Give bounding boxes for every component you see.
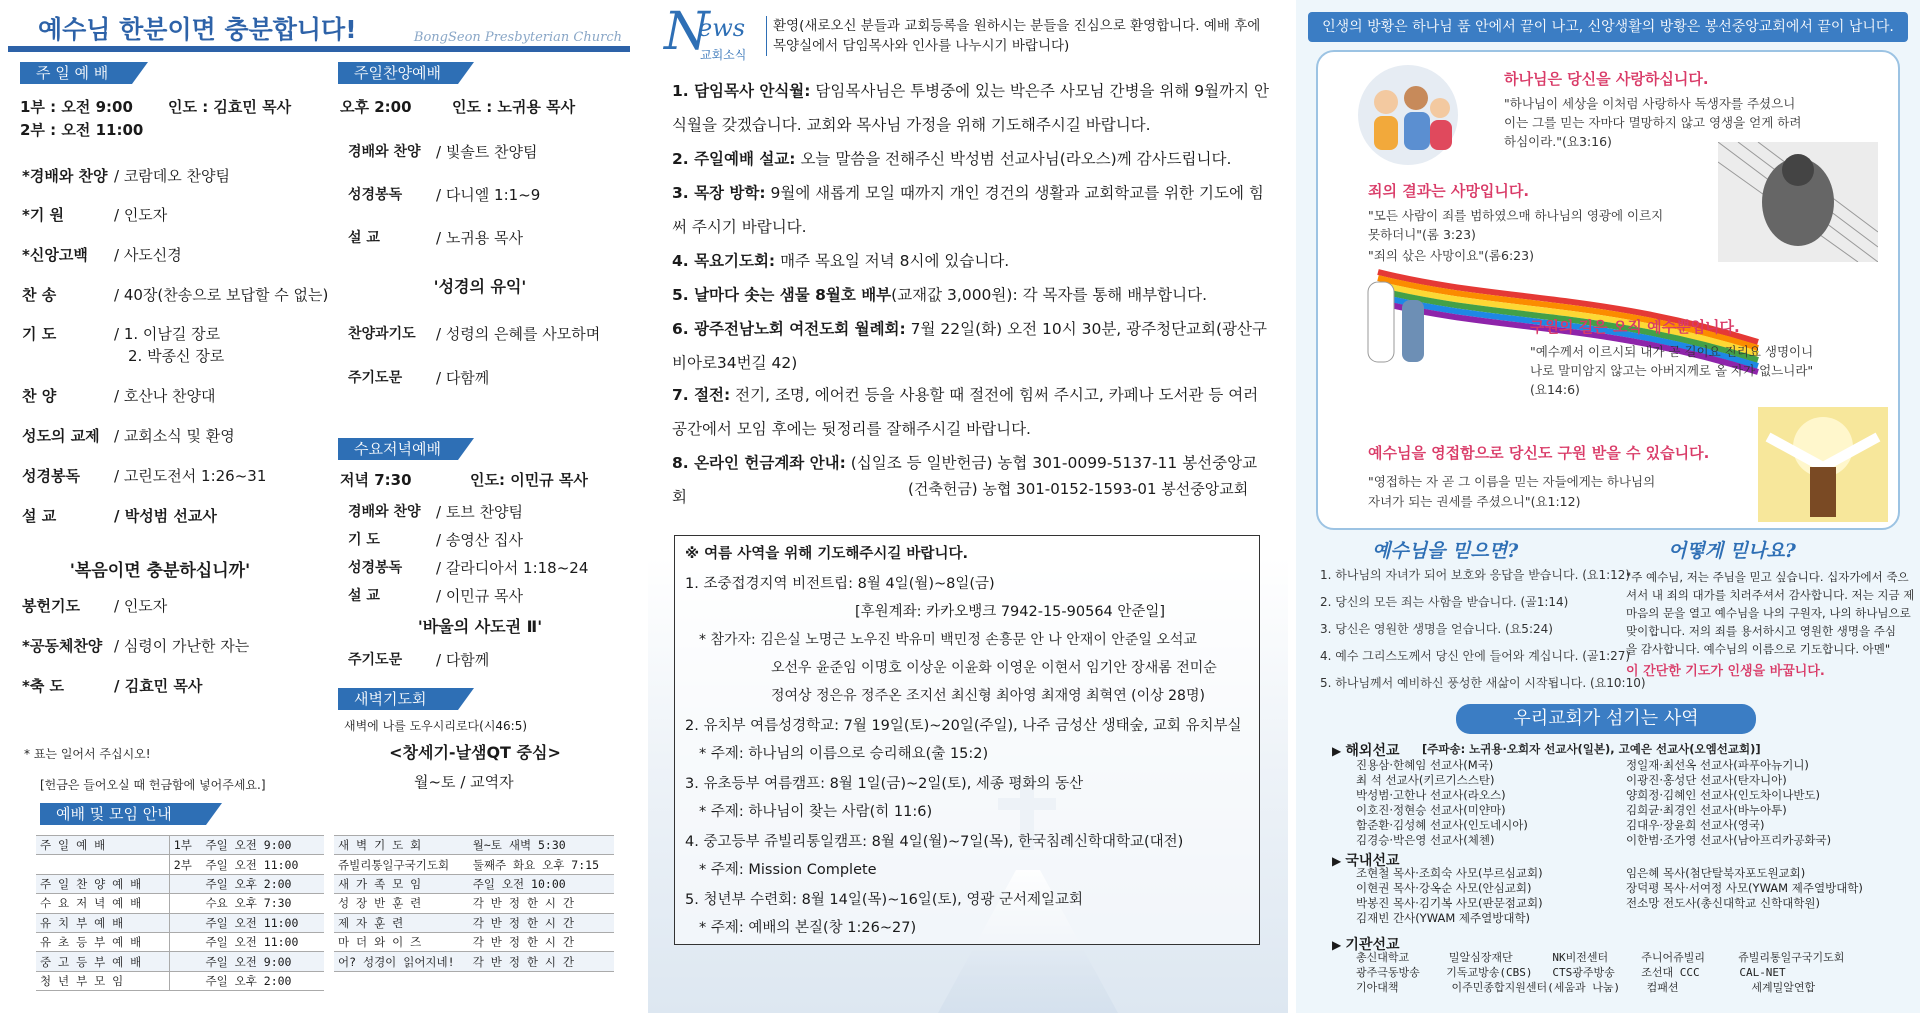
sunday-order-value: 2. 박종신 장로 xyxy=(128,347,225,365)
believe-item: 3. 당신은 영원한 생명을 얻습니다. (요5:24) xyxy=(1320,622,1553,636)
mission-entry: 전소망 전도사(총신대학교 신학대학원) xyxy=(1626,896,1821,910)
domestic-mission-heading: ▶ 국내선교 xyxy=(1332,850,1400,870)
news-logo-sub: 교회소식 xyxy=(700,48,747,62)
worship-order-panel xyxy=(0,0,640,1013)
order-label: 경배와 찬양 xyxy=(348,144,421,160)
schedule-cell: 각 반 정 한 시 간 xyxy=(469,952,614,971)
sunday-order-value: / 고린도전서 1:26~31 xyxy=(114,467,267,485)
schedule-cell: 성 장 반 훈 련 xyxy=(334,894,469,913)
schedule-cell: 주일 오전 11:00 xyxy=(201,932,324,951)
law-4-line-1: "영접하는 자 곧 그 이름을 믿는 자들에게는 하나님의 xyxy=(1368,474,1656,489)
dawn-qt: <창세기-날샘QT 중심> xyxy=(389,743,561,762)
church-english-name: BongSeon Presbyterian Church xyxy=(413,30,622,45)
schedule-cell: 1부 xyxy=(169,836,201,855)
schedule-cell: 주일 오후 2:00 xyxy=(201,971,324,990)
schedule-cell xyxy=(169,913,201,932)
news-item-heading: 3. 목장 방학: xyxy=(672,184,766,202)
law-3-line-3: (요14:6) xyxy=(1530,382,1580,397)
news-item-heading: 7. 절전: xyxy=(672,386,731,404)
overseas-mission-sub: [주파송: 노귀용·오희자 선교사(일본), 고예은 선교사(오엠선교회)] xyxy=(1422,742,1761,756)
schedule-cell: 주일 오전 9:00 xyxy=(201,952,324,971)
afternoon-leader: 인도 : 노귀용 목사 xyxy=(452,98,576,116)
prayer-line-1: 1. 조중접경지역 비전트립: 8월 4일(월)~8일(금) xyxy=(685,576,995,592)
law-3-line-1: "예수께서 이르시되 내가 곧 길이요 진리요 생명이니 xyxy=(1530,344,1814,359)
sunday-order-value: / 호산나 찬양대 xyxy=(114,387,216,405)
schedule-cell: 쥬빌리통일구국기도회 xyxy=(334,855,469,874)
believe-item: 1. 하나님의 자녀가 되어 보호와 응답을 받습니다. (요1:12) xyxy=(1320,568,1631,582)
news-item-8-line2: (건축헌금) 농협 301-0152-1593-01 봉선중앙교회 xyxy=(908,480,1249,498)
news-item-body: 7월 22일(화) 오전 10시 30분, 광주청단교회(광산구 비아로34번길 42) xyxy=(672,320,1267,372)
law-3-line-2: 나로 말미암지 않고는 아버지께로 올 자가 없느니라" xyxy=(1530,363,1814,378)
order-value: / 노귀용 목사 xyxy=(436,229,524,247)
order-value: / 빛솔트 찬양팀 xyxy=(436,143,538,161)
news-item xyxy=(672,244,1272,278)
order-label: 성경봉독 xyxy=(348,560,403,576)
sunday-order-label: *경배와 찬양 xyxy=(22,167,108,185)
order-label: 주기도문 xyxy=(348,370,403,386)
schedule-row xyxy=(36,913,324,932)
sunday-order-label: 기 도 xyxy=(22,325,57,343)
news-item-heading: 8. 온라인 헌금계좌 안내: xyxy=(672,454,846,472)
order-label: 경배와 찬양 xyxy=(348,504,421,520)
offering-note: [헌금은 들어오실 때 헌금함에 넣어주세요.] xyxy=(40,778,266,792)
order-value: / 성령의 은혜를 사모하며 xyxy=(436,325,601,343)
schedule-cell: 수요 오후 7:30 xyxy=(201,894,324,913)
dawn-verse: 새벽에 나를 도우시리로다(시46:5) xyxy=(344,719,528,733)
schedule-row xyxy=(334,932,614,951)
schedule-cell: 제 자 훈 련 xyxy=(334,913,469,932)
welcome-message: 환영(새로오신 분들과 교회등록을 원하시는 분들을 진심으로 환영합니다. 예배 후에 목양실에서 담임목사와 인사를 나누시기 바랍니다) xyxy=(766,16,1276,56)
schedule-row xyxy=(36,874,324,893)
schedule-cell: 새 가 족 모 임 xyxy=(334,874,469,893)
order-value: / 송영산 집사 xyxy=(436,531,524,549)
order-label: 주기도문 xyxy=(348,652,403,668)
sunday-order-label: *신앙고백 xyxy=(22,246,88,264)
schedule-cell: 월~토 새벽 5:30 xyxy=(469,836,614,855)
law-4-line-2: 자녀가 되는 권세를 주셨으니"(요1:12) xyxy=(1368,494,1581,509)
schedule-row xyxy=(334,894,614,913)
news-item-body: 매주 목요일 저녁 8시에 있습니다. xyxy=(775,252,1010,270)
mission-entry: 이광진·홍성단 선교사(탄자니아) xyxy=(1626,773,1787,787)
how-heading: 어떻게 믿나요? xyxy=(1668,540,1796,562)
mission-entry: 진용삼·한혜임 선교사(M국) xyxy=(1356,758,1494,772)
news-item-body: 전기, 조명, 에어컨 등을 사용할 때 절전에 힘써 주시고, 카페나 도서관 등 여러 공간에서 모임 후에는 뒷정리를 잘해주시길 바랍니다. xyxy=(672,386,1259,438)
how-line-1: "주 예수님, 저는 주님을 믿고 싶습니다. 십자가에서 죽으 xyxy=(1626,570,1909,584)
schedule-table-right xyxy=(334,835,614,972)
standing-note: * 표는 일어서 주십시오! xyxy=(24,747,151,761)
order-label: 설 교 xyxy=(348,588,380,604)
news-item xyxy=(672,278,1272,312)
schedule-cell: 2부 xyxy=(169,855,201,874)
law-1-line-2: 이는 그를 믿는 자마다 멸망하지 않고 영생을 얻게 하려 xyxy=(1504,115,1802,130)
schedule-cell: 주일 오전 9:00 xyxy=(201,836,324,855)
schedule-cell xyxy=(36,855,169,874)
news-item xyxy=(672,142,1272,176)
despair-illustration xyxy=(1718,142,1878,262)
news-item-heading: 6. 광주전남노회 여전도회 월례회: xyxy=(672,320,906,338)
law-2-line-3: "죄의 삯은 사망이요"(롬6:23) xyxy=(1368,248,1534,263)
schedule-cell: 주일 오전 11:00 xyxy=(201,855,324,874)
schedule-cell: 주 일 찬 양 예 배 xyxy=(36,874,169,893)
wednesday-sermon-title: '바울의 사도권 Ⅱ' xyxy=(417,617,543,636)
schedule-row xyxy=(36,894,324,913)
summer-prayer-box xyxy=(674,535,1260,945)
schedule-row xyxy=(36,932,324,951)
prayer-line-9: * 주제: 하나님이 찾는 사람(히 11:6) xyxy=(699,804,933,820)
schedule-cell: 유 치 부 예 배 xyxy=(36,913,169,932)
prayer-line-12: 5. 청년부 수련회: 8월 14일(목)~16일(토), 영광 군서제일교회 xyxy=(685,892,1084,908)
sunday-leader: 인도 : 김효민 목사 xyxy=(168,98,292,116)
mission-entry: 이호진·정현승 선교사(미얀마) xyxy=(1356,803,1506,817)
wednesday-time: 저녁 7:30 xyxy=(340,471,412,489)
news-logo-ews: ews xyxy=(698,14,746,42)
schedule-row xyxy=(334,874,614,893)
schedule-cell: 주일 오후 2:00 xyxy=(201,874,324,893)
prayer-line-3: * 참가자: 김은실 노명근 노우진 박유미 백민정 손흥문 안 나 안재이 안준일 오석교 xyxy=(699,632,1197,648)
embrace-illustration xyxy=(1758,407,1888,522)
bulletin-header xyxy=(8,6,630,52)
law-2-line-1: "모든 사람이 죄를 범하였으매 하나님의 영광에 이르지 xyxy=(1368,208,1664,223)
sunday-order-value: / 박성범 선교사 xyxy=(114,507,217,525)
schedule-cell: 주일 오전 10:00 xyxy=(469,874,614,893)
mission-entry: 이한범·조가영 선교사(남아프리카공화국) xyxy=(1626,833,1832,847)
schedule-cell: 청 년 부 모 임 xyxy=(36,971,169,990)
prayer-line-7: * 주제: 하나님의 이름으로 승리해요(출 15:2) xyxy=(699,746,989,762)
schedule-cell: 각 반 정 한 시 간 xyxy=(469,894,614,913)
sunday-worship-header: 주 일 예 배 xyxy=(20,62,132,84)
schedule-cell xyxy=(169,971,201,990)
order-label: 찬양과기도 xyxy=(348,326,416,342)
schedule-cell: 어? 성경이 읽어지네! xyxy=(334,952,469,971)
schedule-cell: 유 초 등 부 예 배 xyxy=(36,932,169,951)
sunday-order-label: 찬 양 xyxy=(22,387,57,405)
schedule-cell: 마 더 와 이 즈 xyxy=(334,932,469,951)
prayer-line-6: 2. 유치부 여름성경학교: 7월 19일(토)~20일(주일), 나주 금성산 생태숲, 교회 유치부실 xyxy=(685,718,1242,734)
dawn-schedule: 월~토 / 교역자 xyxy=(414,773,514,791)
sunday-order-label: *축 도 xyxy=(22,677,65,695)
news-item-heading: 4. 목요기도회: xyxy=(672,252,776,270)
mission-entry: 최 석 선교사(키르기스스탄) xyxy=(1356,773,1495,787)
news-item-body: (교재값 3,000원): 각 목자를 통해 배부합니다. xyxy=(891,286,1208,304)
church-banner: 인생의 방황은 하나님 품 안에서 끝이 나고, 신앙생활의 방황은 봉선중앙교회에서 끝이 납니다. xyxy=(1308,12,1908,42)
news-item-heading: 2. 주일예배 설교: xyxy=(672,150,796,168)
law-1-heading: 하나님은 당신을 사랑하십니다. xyxy=(1504,70,1709,88)
mission-entry: 기아대책 이주민종합지원센터(세움과 나눔) 컴패션 세계밀알연합 xyxy=(1356,981,1816,994)
sunday-order-value: / 1. 이남길 장로 xyxy=(114,325,221,343)
mission-entry: 이현권 목사·강옥순 사모(안심교회) xyxy=(1356,881,1532,895)
mission-entry: 임은혜 목사(첨단탈북자포도원교회) xyxy=(1626,866,1806,880)
schedule-cell: 중 고 등 부 예 배 xyxy=(36,952,169,971)
schedule-row xyxy=(36,952,324,971)
news-logo-n: N xyxy=(664,2,710,62)
mission-entry: 김대우·장윤희 선교사(영국) xyxy=(1626,818,1765,832)
mission-entry: 정일재·최선옥 선교사(파푸아뉴기니) xyxy=(1626,758,1809,772)
news-item-heading: 5. 날마다 솟는 샘물 8월호 배부 xyxy=(672,286,892,304)
news-item-body: 오늘 말씀을 전해주신 박성범 선교사님(라오스)께 감사드립니다. xyxy=(795,150,1232,168)
order-label: 성경봉독 xyxy=(348,187,403,203)
sunday-order-label: 성경봉독 xyxy=(22,467,80,485)
order-value: / 이민규 목사 xyxy=(436,587,524,605)
mission-entry: 김경승·박은영 선교사(체첸) xyxy=(1356,833,1495,847)
mission-entry: 양희정·김혜인 선교사(인도차이나반도) xyxy=(1626,788,1821,802)
news-item-body: 9월에 새롭게 모일 때까지 개인 경건의 생활과 교회학교를 위한 기도에 힘써 주시기 바랍니다. xyxy=(672,184,1264,236)
prayer-line-5: 정여상 정은유 정주온 조지선 최신형 최아영 최재영 최혁연 (이상 28명) xyxy=(771,688,1205,704)
sunday-order-value: / 사도신경 xyxy=(114,246,182,264)
sunday-order-value: / 인도자 xyxy=(114,597,168,615)
mission-entry: 김재빈 간사(YWAM 제주열방대학) xyxy=(1356,911,1531,925)
dawn-prayer-header: 새벽기도회 xyxy=(338,688,458,710)
schedule-row xyxy=(334,913,614,932)
schedule-cell xyxy=(169,874,201,893)
schedule-row xyxy=(334,836,614,855)
four-laws-box xyxy=(1316,50,1900,530)
schedule-cell xyxy=(169,952,201,971)
prayer-title: ※ 여름 사역을 위해 기도해주시길 바랍니다. xyxy=(685,546,968,562)
schedule-cell: 수 요 저 녁 예 배 xyxy=(36,894,169,913)
afternoon-sermon-title: '성경의 유익' xyxy=(433,277,527,296)
prayer-line-4: 오선우 윤준임 이명호 이상운 이윤화 이영운 이현서 임기안 장새롬 전미순 xyxy=(771,660,1217,676)
sunday-order-value: / 김효민 목사 xyxy=(114,677,203,695)
order-value: / 토브 찬양팀 xyxy=(436,503,524,521)
overseas-mission-heading: ▶ 해외선교 xyxy=(1332,740,1400,760)
mission-entry: 총신대학교 밀알심장재단 NK비전센터 주니어쥬빌리 쥬빌리통일구국기도회 xyxy=(1356,951,1845,964)
mission-entry: 김희균·최경인 선교사(바누아투) xyxy=(1626,803,1787,817)
sunday-order-value: / 교회소식 및 환영 xyxy=(114,427,235,445)
sunday-order-label: 봉헌기도 xyxy=(22,597,80,615)
news-item xyxy=(672,312,1272,380)
how-footer: 이 간단한 기도가 인생을 바꿉니다. xyxy=(1626,664,1825,679)
believe-heading: 예수님을 믿으면? xyxy=(1372,540,1519,562)
order-value: / 다함께 xyxy=(436,369,490,387)
schedule-cell: 각 반 정 한 시 간 xyxy=(469,932,614,951)
schedule-cell: 주일 오전 11:00 xyxy=(201,913,324,932)
order-value: / 다니엘 1:1~9 xyxy=(436,186,541,204)
gospel-panel xyxy=(1296,0,1920,1013)
order-label: 설 교 xyxy=(348,230,380,246)
news-logo xyxy=(664,2,760,68)
sunday-order-value: / 코람데오 찬양팀 xyxy=(114,167,231,185)
schedule-cell: 주 일 예 배 xyxy=(36,836,169,855)
mission-entry: 박성범·고한나 선교사(라오스) xyxy=(1356,788,1506,802)
how-line-2: 셔서 내 죄의 대가를 치러주셔서 감사합니다. 저는 지금 제 xyxy=(1626,588,1915,602)
family-illustration xyxy=(1348,60,1468,170)
mission-entry: 광주극동방송 기독교방송(CBS) CTS광주방송 조선대 CCC CAL-NET xyxy=(1356,966,1786,979)
bulletin-title: 예수님 한분이면 충분합니다! xyxy=(38,15,357,44)
schedule-cell xyxy=(169,894,201,913)
schedule-row xyxy=(334,952,614,971)
prayer-line-11: * 주제: Mission Complete xyxy=(699,862,877,878)
law-1-line-1: "하나님이 세상을 이처럼 사랑하사 독생자를 주셨으니 xyxy=(1504,96,1796,111)
believe-item: 2. 당신의 모든 죄는 사함을 받습니다. (골1:14) xyxy=(1320,595,1569,609)
sunday-order-label: 성도의 교제 xyxy=(22,427,100,445)
how-line-3: 마음의 문을 열고 예수님을 나의 구원자, 나의 하나님으로 xyxy=(1626,606,1911,620)
schedule-cell xyxy=(169,932,201,951)
law-2-line-2: 못하더니"(롬 3:23) xyxy=(1368,227,1476,242)
how-line-4: 맞이합니다. 저의 죄를 용서하시고 영원한 생명을 주심 xyxy=(1626,624,1896,638)
afternoon-time: 오후 2:00 xyxy=(340,98,412,116)
order-label: 기 도 xyxy=(348,532,380,548)
sunday-order-label: *공동체찬양 xyxy=(22,637,103,655)
schedule-cell: 둘째주 화요 오후 7:15 xyxy=(469,855,614,874)
schedule-header: 예배 및 모임 안내 xyxy=(40,803,206,825)
mission-entry: 장덕평 목사·서여정 사모(YWAM 제주열방대학) xyxy=(1626,881,1863,895)
sunday-time-2: 2부 : 오전 11:00 xyxy=(20,121,144,139)
institution-mission-heading: ▶ 기관선교 xyxy=(1332,934,1400,954)
order-value: / 갈라디아서 1:18~24 xyxy=(436,559,589,577)
prayer-line-8: 3. 유초등부 여름캠프: 8월 1일(금)~2일(토), 세종 평화의 동산 xyxy=(685,776,1084,792)
news-item-heading: 1. 담임목사 안식월: xyxy=(672,82,811,100)
news-item-body: 담임목사님은 투병중에 있는 박은주 사모님 간병을 위해 9월까지 안식월을 갖겠습니다. 교회와 목사님 가정을 위해 기도해주시길 바랍니다. xyxy=(672,82,1269,134)
order-value: / 다함께 xyxy=(436,651,490,669)
sunday-order-value: / 40장(찬송으로 보답할 수 없는) xyxy=(114,286,329,304)
schedule-row xyxy=(334,855,614,874)
law-4-heading: 예수님을 영접함으로 당신도 구원 받을 수 있습니다. xyxy=(1368,444,1710,462)
law-3-heading: 구원의 길은 오직 예수뿐입니다. xyxy=(1530,318,1740,336)
news-item xyxy=(672,74,1272,142)
believe-item: 4. 예수 그리스도께서 당신 안에 들어와 계십니다. (골1:27) xyxy=(1320,649,1631,663)
schedule-cell: 새 벽 기 도 회 xyxy=(334,836,469,855)
news-item-body: (십일조 등 일반헌금) 농협 301-0099-5137-11 봉선중앙교회 xyxy=(672,454,1258,506)
schedule-table-left xyxy=(36,835,324,991)
sunday-sermon-title: '복음이면 충분하십니까' xyxy=(69,561,251,581)
sunday-order-label: *기 원 xyxy=(22,206,65,224)
schedule-cell: 각 반 정 한 시 간 xyxy=(469,913,614,932)
prayer-line-10: 4. 중고등부 쥬빌리통일캠프: 8월 4일(월)~7일(목), 한국침례신학대학교(대전) xyxy=(685,834,1184,850)
believe-item: 5. 하나님께서 예비하신 풍성한 새삶이 시작됩니다. (요10:10) xyxy=(1320,676,1646,690)
mission-entry: 박봉진 목사·김기복 사모(판문점교회) xyxy=(1356,896,1543,910)
prayer-line-13: * 주제: 예배의 본질(창 1:26~27) xyxy=(699,920,917,936)
law-2-heading: 죄의 결과는 사망입니다. xyxy=(1368,182,1530,200)
mission-heading: 우리교회가 섬기는 사역 xyxy=(1456,704,1756,734)
news-item xyxy=(672,378,1272,446)
wednesday-worship-header: 수요저녁예배 xyxy=(338,438,458,460)
sunday-order-label: 찬 송 xyxy=(22,286,57,304)
schedule-row xyxy=(36,971,324,990)
afternoon-worship-header: 주일찬양예배 xyxy=(338,62,458,84)
news-panel xyxy=(648,0,1288,1013)
mission-entry: 함준환·김성혜 선교사(인도네시아) xyxy=(1356,818,1528,832)
law-1-line-3: 하심이라."(요3:16) xyxy=(1504,134,1612,149)
news-item xyxy=(672,176,1272,244)
sunday-order-value: / 심령이 가난한 자는 xyxy=(114,637,250,655)
how-line-5: 을 감사합니다. 예수님의 이름으로 기도합니다. 아멘" xyxy=(1626,642,1891,656)
sunday-order-label: 설 교 xyxy=(22,507,57,525)
schedule-row xyxy=(36,855,324,874)
prayer-line-2: [후원계좌: 카카오뱅크 7942-15-90564 안준일] xyxy=(855,604,1166,620)
sunday-order-value: / 인도자 xyxy=(114,206,168,224)
schedule-row xyxy=(36,836,324,855)
sunday-time-1: 1부 : 오전 9:00 xyxy=(20,98,133,116)
wednesday-leader: 인도: 이민규 목사 xyxy=(470,471,588,489)
mission-entry: 조현철 목사·조희숙 사모(부르심교회) xyxy=(1356,866,1543,880)
